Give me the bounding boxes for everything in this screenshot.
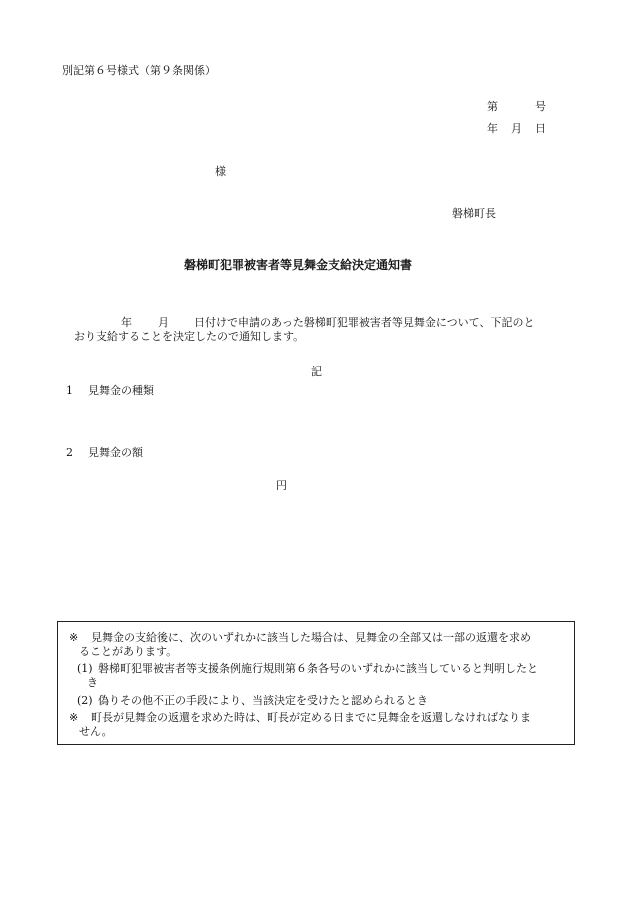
note-mark: ※ [69,711,79,724]
document-title: 磐梯町犯罪被害者等見舞金支給決定通知書 [184,258,413,272]
item-number: 1 [66,384,73,397]
body-line1: 日付けで申請のあった磐梯町犯罪被害者等見舞金について、下記のと [194,316,535,329]
addressee-honorific: 様 [215,165,226,178]
note-sub-text: 磐梯町犯罪被害者等支援条例施行規則第６条各号のいずれかに該当していると判明したと [98,662,538,675]
note-sub-number: (1) [77,662,93,675]
body-month: 月 [158,316,169,329]
item-number: 2 [66,446,73,459]
sender-name: 磐梯町長 [452,207,496,220]
number-prefix: 第 [487,100,498,113]
amount-unit: 円 [276,479,287,492]
form-label: 別記第６号様式（第９条関係） [62,64,216,77]
ki-heading: 記 [311,365,322,378]
note-sub-text: 偽りその他不正の手段により、当該決定を受けたと認められるとき [98,694,428,707]
date-year: 年 [487,122,498,135]
note-sub-number: (2) [77,694,93,707]
item-label: 見舞金の種類 [88,384,154,397]
note-text: 見舞金の支給後に、次のいずれかに該当した場合は、見舞金の全部又は一部の返還を求め [91,631,531,644]
item-label: 見舞金の額 [88,446,143,459]
note-mark: ※ [69,631,79,644]
note-text: せん。 [79,725,113,738]
date-day: 日 [535,122,546,135]
body-line2: おり支給することを決定したので通知します。 [74,330,305,343]
body-year: 年 [121,316,132,329]
note-sub-text: き [87,676,98,689]
number-suffix: 号 [535,100,546,113]
date-month: 月 [511,122,522,135]
note-text: ることがあります。 [79,645,178,658]
notes-box [57,621,575,745]
note-text: 町長が見舞金の返還を求めた時は、町長が定める日までに見舞金を返還しなければなりま [91,711,531,724]
